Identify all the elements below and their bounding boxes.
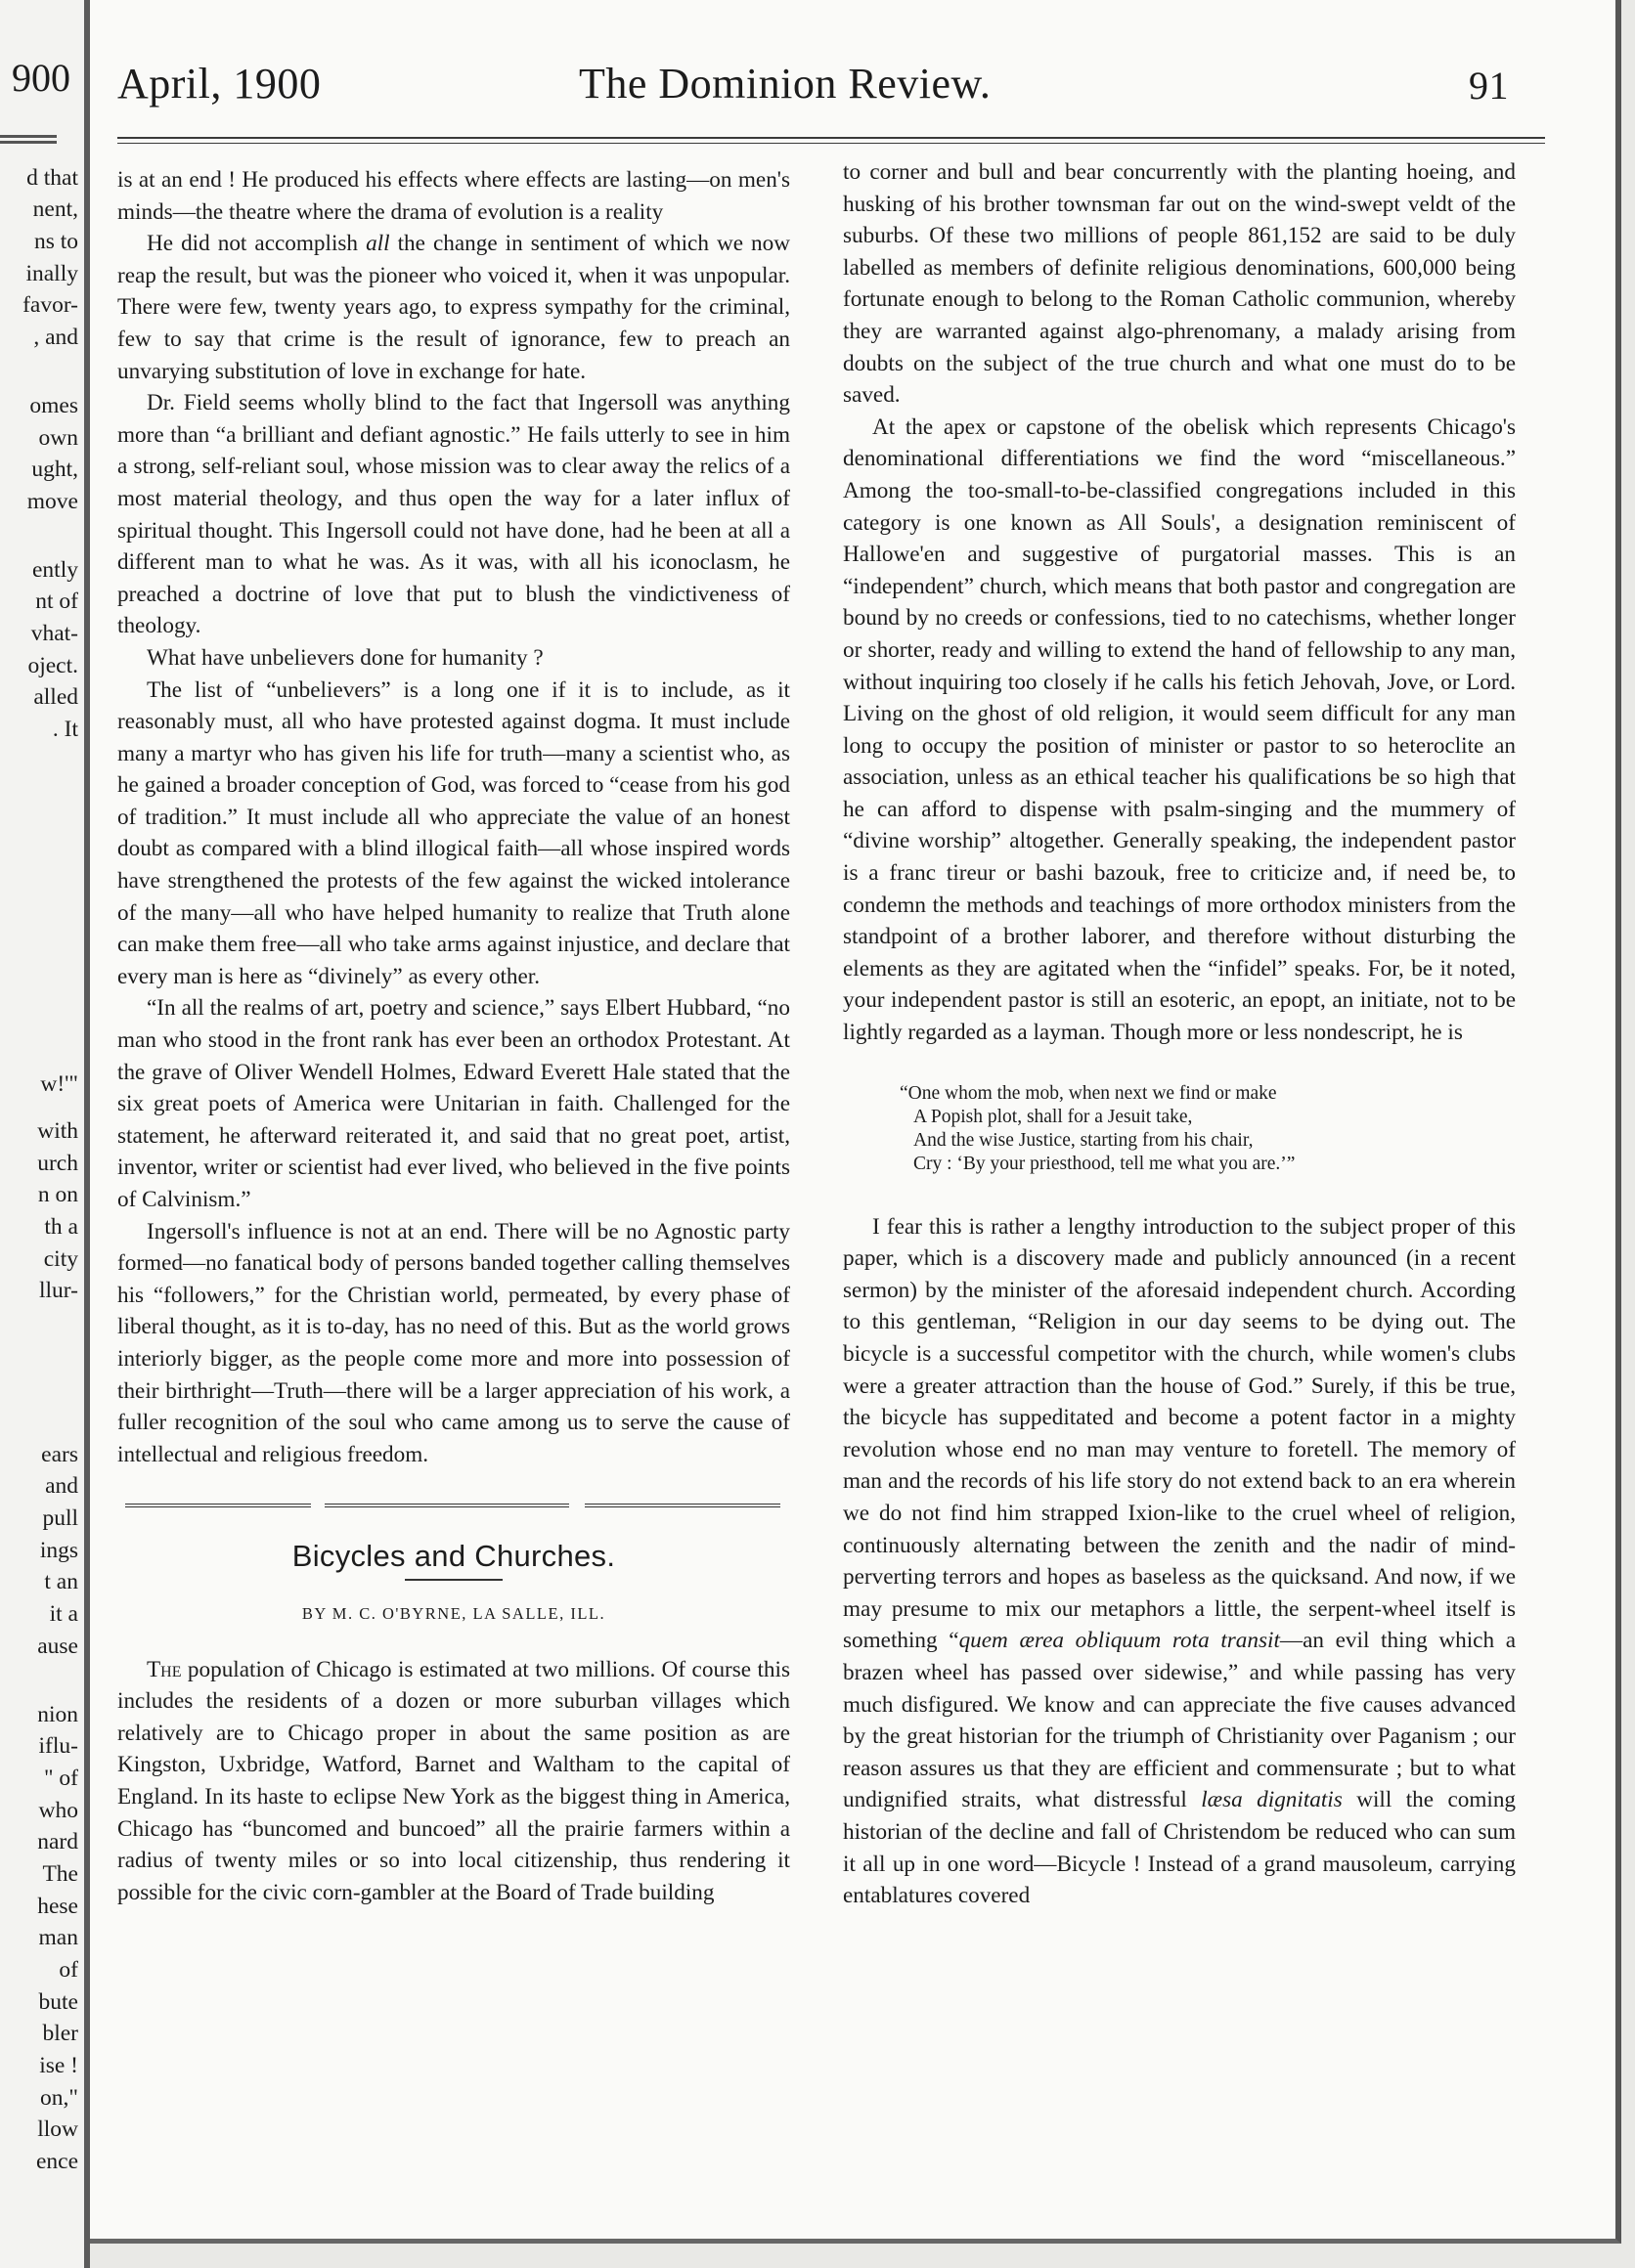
quote-paragraph: “In all the realms of art, poetry and science,” says Elbert Hubbard, “no man who stood in the front rank has ever been an orthodox Protestant. At the grave of Oliver Wendell Holmes, Edward Everett Hale stated that the six great poets of America were Unitarian in faith. Challenged for the statement, he afterward reiterated it, and said that no great poet, artist, inventor, writer or scientist had ever lived, who believed in the five points of Calvinism.” [117, 995, 790, 1212]
adjacent-page-line: ence [35, 2149, 78, 2174]
adjacent-page-line: ings [39, 1538, 78, 1563]
adjacent-page-line: move [26, 489, 78, 514]
journal-page [90, 0, 1621, 2244]
adjacent-page-line: llur- [39, 1278, 78, 1303]
adjacent-page-line: nion [37, 1702, 78, 1727]
article-title: Bicycles and Churches. [291, 1539, 616, 1574]
adjacent-page-rule [0, 141, 57, 144]
adjacent-page-line: . It [52, 717, 78, 742]
paragraph: What have unbelievers done for humanity ? [147, 644, 544, 671]
paragraph: to corner and bull and bear concurrently with the planting hoeing, and husking of his brother townsman far out on the wind-swept veldt of the suburbs. Of these two millions of people 861,152 are said to be duly labelled as members of definite religious denominations, 600,000 being fortunate enough to belong to the Roman Catholic communion, whereby they are warranted against algo-phrenomany, a malady arising from doubts on the subject of the true church and what one must do to be saved. [843, 159, 1516, 409]
issue-date: April, 1900 [117, 60, 322, 108]
adjacent-page-line: th a [44, 1214, 78, 1240]
adjacent-page-line: bute [38, 1989, 78, 2015]
adjacent-page-line: it a [49, 1601, 78, 1627]
adjacent-page-line: t an [44, 1569, 78, 1594]
text-run: —an evil thing which a brazen wheel has passed over sidewise,” and while passing has very much disfigured. We know and can appreciate the five causes advanced by the great historian for the triumph of Christianity over Paganism ; our reason assures us that they are efficient and commensurate ; but to what undignified straits, what distressful [843, 1628, 1516, 1813]
verse-line: “One whom the mob, when next we find or make [900, 1082, 1277, 1104]
adjacent-page-line: d that [26, 165, 78, 191]
adjacent-page-line: ears [41, 1442, 78, 1467]
adjacent-page-line: omes [29, 393, 78, 418]
adjacent-page-line: inally [25, 261, 78, 286]
adjacent-page-line: hese [37, 1894, 78, 1919]
left-column [117, 164, 790, 1908]
adjacent-page-line: oject. [27, 653, 78, 678]
adjacent-page-line: alled [33, 684, 78, 710]
latin-phrase: læsa dignitatis [1201, 1787, 1343, 1813]
verse-line: And the wise Justice, starting from his chair, [913, 1129, 1254, 1151]
right-column [843, 156, 1516, 1912]
adjacent-page-line: on," [40, 2085, 78, 2111]
adjacent-page-line: ently [32, 557, 78, 583]
adjacent-page-line: The [42, 1861, 78, 1887]
adjacent-page-line: vhat- [30, 621, 78, 646]
paragraph: Dr. Field seems wholly blind to the fact that Ingersoll was anything more than “a brilliant and defiant agnostic.” He fails utterly to see in him a strong, self-reliant soul, whose mission was to clear away the relics of a most material theology, and thus open the way for a later influx of spiritual thought. This Ingersoll could not have done, had he been at all a different man to what he was. As it was, with all his iconoclasm, he preached a doctrine of love that put to blush the vindictiveness of theology. [117, 390, 790, 639]
separator-rule [325, 1504, 569, 1507]
article-separator [117, 1496, 790, 1521]
text-run: population of Chicago is estimated at two millions. Of course this includes the residents of a dozen or more suburban villages which relatively are to Chicago proper in about the same position as are Kingston, Uxbridge, Watford, Barnet and Waltham to the capital of England. In its haste to eclipse New York as the biggest thing in America, Chicago has “buncomed and buncoed” all the prairie farmers within a radius of twenty miles or so into local citizenship, thus rendering it possible for the civic corn-gambler at the Board of Trade building [117, 1656, 790, 1905]
adjacent-page-header-fragment: 900 [12, 56, 70, 100]
adjacent-page-line: man [38, 1925, 78, 1950]
adjacent-page-fragment [0, 0, 84, 2268]
adjacent-page-line: " of [43, 1766, 78, 1791]
paragraph [843, 1211, 1516, 1912]
adjacent-page-line: and [45, 1473, 78, 1499]
verse-quotation [900, 1082, 1516, 1176]
article-byline: BY M. C. O'BYRNE, LA SALLE, ILL. [301, 1603, 606, 1623]
adjacent-page-line: iflu- [38, 1733, 78, 1759]
adjacent-page-line: pull [42, 1505, 78, 1531]
adjacent-page-line: nt of [35, 589, 78, 614]
adjacent-page-line: w!'" [40, 1071, 78, 1097]
italic-text: all [366, 231, 390, 257]
separator-rule [125, 1504, 311, 1507]
paragraph: The list of “unbelievers” is a long one if it is to include, as it reasonably must, all who have protested against dogma. It must include many a martyr who has given his life for truth—many a scientist who, as he gained a broader conception of God, was forced to “cease from his god of tradition.” It must include all who appreciate the value of an honest doubt as compared with a blind illogical faith—all whose inspired words have strengthened the protests of the few against the wicked intolerance of the many—all who have helped humanity to realize that Truth alone can make them free—all who take arms against injustice, and declare that every man is here as “divinely” as every other. [117, 676, 790, 989]
adjacent-page-line: ught, [31, 457, 78, 482]
journal-title: The Dominion Review. [579, 60, 992, 108]
title-rule [405, 1579, 503, 1581]
adjacent-page-line: ise ! [39, 2053, 78, 2078]
separator-rule [585, 1504, 780, 1507]
page-number: 91 [1469, 64, 1509, 108]
verse-line: Cry : ‘By your priesthood, tell me what you are.’” [913, 1153, 1296, 1174]
adjacent-page-line: urch [37, 1151, 78, 1176]
paragraph [117, 1654, 790, 1909]
text-run: I fear this is rather a lengthy introduction to the subject proper of this paper, which is a discovery made and publicly announced (in a recent sermon) by the minister of the aforesaid independent church. According to this gentleman, “Religion in our day seems to be dying out. The bicycle is a successful competitor with the church, while women's clubs were a greater attraction than the house of God.” Surely, if this be true, the bicycle has suppeditated and become a potent factor in a mighty revolution whose end no man may venture to foretell. The memory of man and the records of his life story do not extend back to an era wherein we do not find him strapped Ixion-like to the cruel wheel of religion, continuously alternating between the zenith and the nadir of mind-perverting terrors and hopes as baseless as the quicksand. And now, if we may presume to mix our metaphors a little, the serpent-wheel itself is something “ [843, 1213, 1516, 1654]
adjacent-page-line: bler [42, 2021, 78, 2046]
text-run: will the coming historian of the decline and fall of Christendom be reduced who can sum it all up in one word—Bicycle ! Instead of a grand mausoleum, carrying entablatures covered [843, 1787, 1517, 1909]
adjacent-page-line: nard [37, 1829, 78, 1854]
paragraph: is at an end ! He produced his effects where effects are lasting—on men's minds—the theatre where the drama of evolution is a reality [117, 167, 790, 225]
adjacent-page-rule [0, 135, 57, 138]
text-run: the change in sentiment of which we now reap the result, but was the pioneer who voiced it, when it was unpopular. There were few, twenty years ago, to express sympathy for the criminal, few to say that crime is the result of ignorance, few to preach an unvarying substitution of love in exchange for hate. [117, 231, 790, 384]
adjacent-page-line: city [43, 1246, 78, 1272]
adjacent-page-line: nent, [32, 196, 78, 222]
paragraph [117, 228, 790, 387]
drop-lead-word: The [147, 1656, 182, 1682]
header-rule [117, 137, 1545, 139]
paragraph: Ingersoll's influence is not at an end. There will be no Agnostic party formed—no fanatical body of persons banded together calling themselves his “followers,” for the Christian world, permeated, by every phase of liberal thought, as it is to-day, has no need of this. But as the world grows interiorly bigger, as the people come more and more into possession of their birthright—Truth—there will be a larger appreciation of his work, a fuller recognition of the soul who came among us to serve the cause of intellectual and religious freedom. [117, 1218, 790, 1467]
adjacent-page-line: of [59, 1957, 78, 1983]
adjacent-page-line: n on [37, 1182, 78, 1207]
header-rule [117, 143, 1545, 144]
text-run: He did not accomplish [147, 231, 367, 257]
adjacent-page-line: with [37, 1118, 78, 1144]
adjacent-page-line: own [38, 425, 78, 451]
adjacent-page-line: ns to [33, 229, 78, 254]
adjacent-page-line: , and [33, 325, 78, 350]
paragraph: At the apex or capstone of the obelisk which represents Chicago's denominational differentiations we find the word “miscellaneous.” Among the too-small-to-be-classified congregations included in this category is one known as All Souls', a designation reminiscent of Hallowe'en and suggestive of purgatorial masses. This is an “independent” church, which means that both pastor and congregation are bound by no creeds or confessions, tied to no catechisms, whether longer or shorter, ready and willing to extend the hand of fellowship to any man, without inquiring too closely if he calls his fetich Jehovah, Jove, or Lord. Living on the ghost of old religion, it would seem difficult for any man long to occupy the position of minister or pastor to so heteroclite an association, unless as an ethical teacher his qualifications be so high that he can afford to dispense with psalm-singing and the mummery of “divine worship” altogether. Generally speaking, the independent pastor is a franc tireur or bashi bazouk, free to criticize and, if need be, to condemn the methods and teachings of more orthodox ministers from the standpoint of a brother laborer, and therefore without disturbing the elements as they are agitated when the “infidel” speaks. For, be it noted, your independent pastor is still an esoteric, an epopt, an initiate, not to be lightly regarded as a layman. Though more or less nondescript, he is [843, 414, 1516, 1046]
adjacent-page-line: who [38, 1798, 78, 1823]
verse-line: A Popish plot, shall for a Jesuit take, [913, 1106, 1193, 1127]
adjacent-page-line: llow [37, 2116, 78, 2142]
adjacent-page-line: ause [37, 1634, 78, 1659]
adjacent-page-line: favor- [22, 292, 78, 318]
latin-quote: quem ærea obliquum rota transit [958, 1628, 1280, 1654]
